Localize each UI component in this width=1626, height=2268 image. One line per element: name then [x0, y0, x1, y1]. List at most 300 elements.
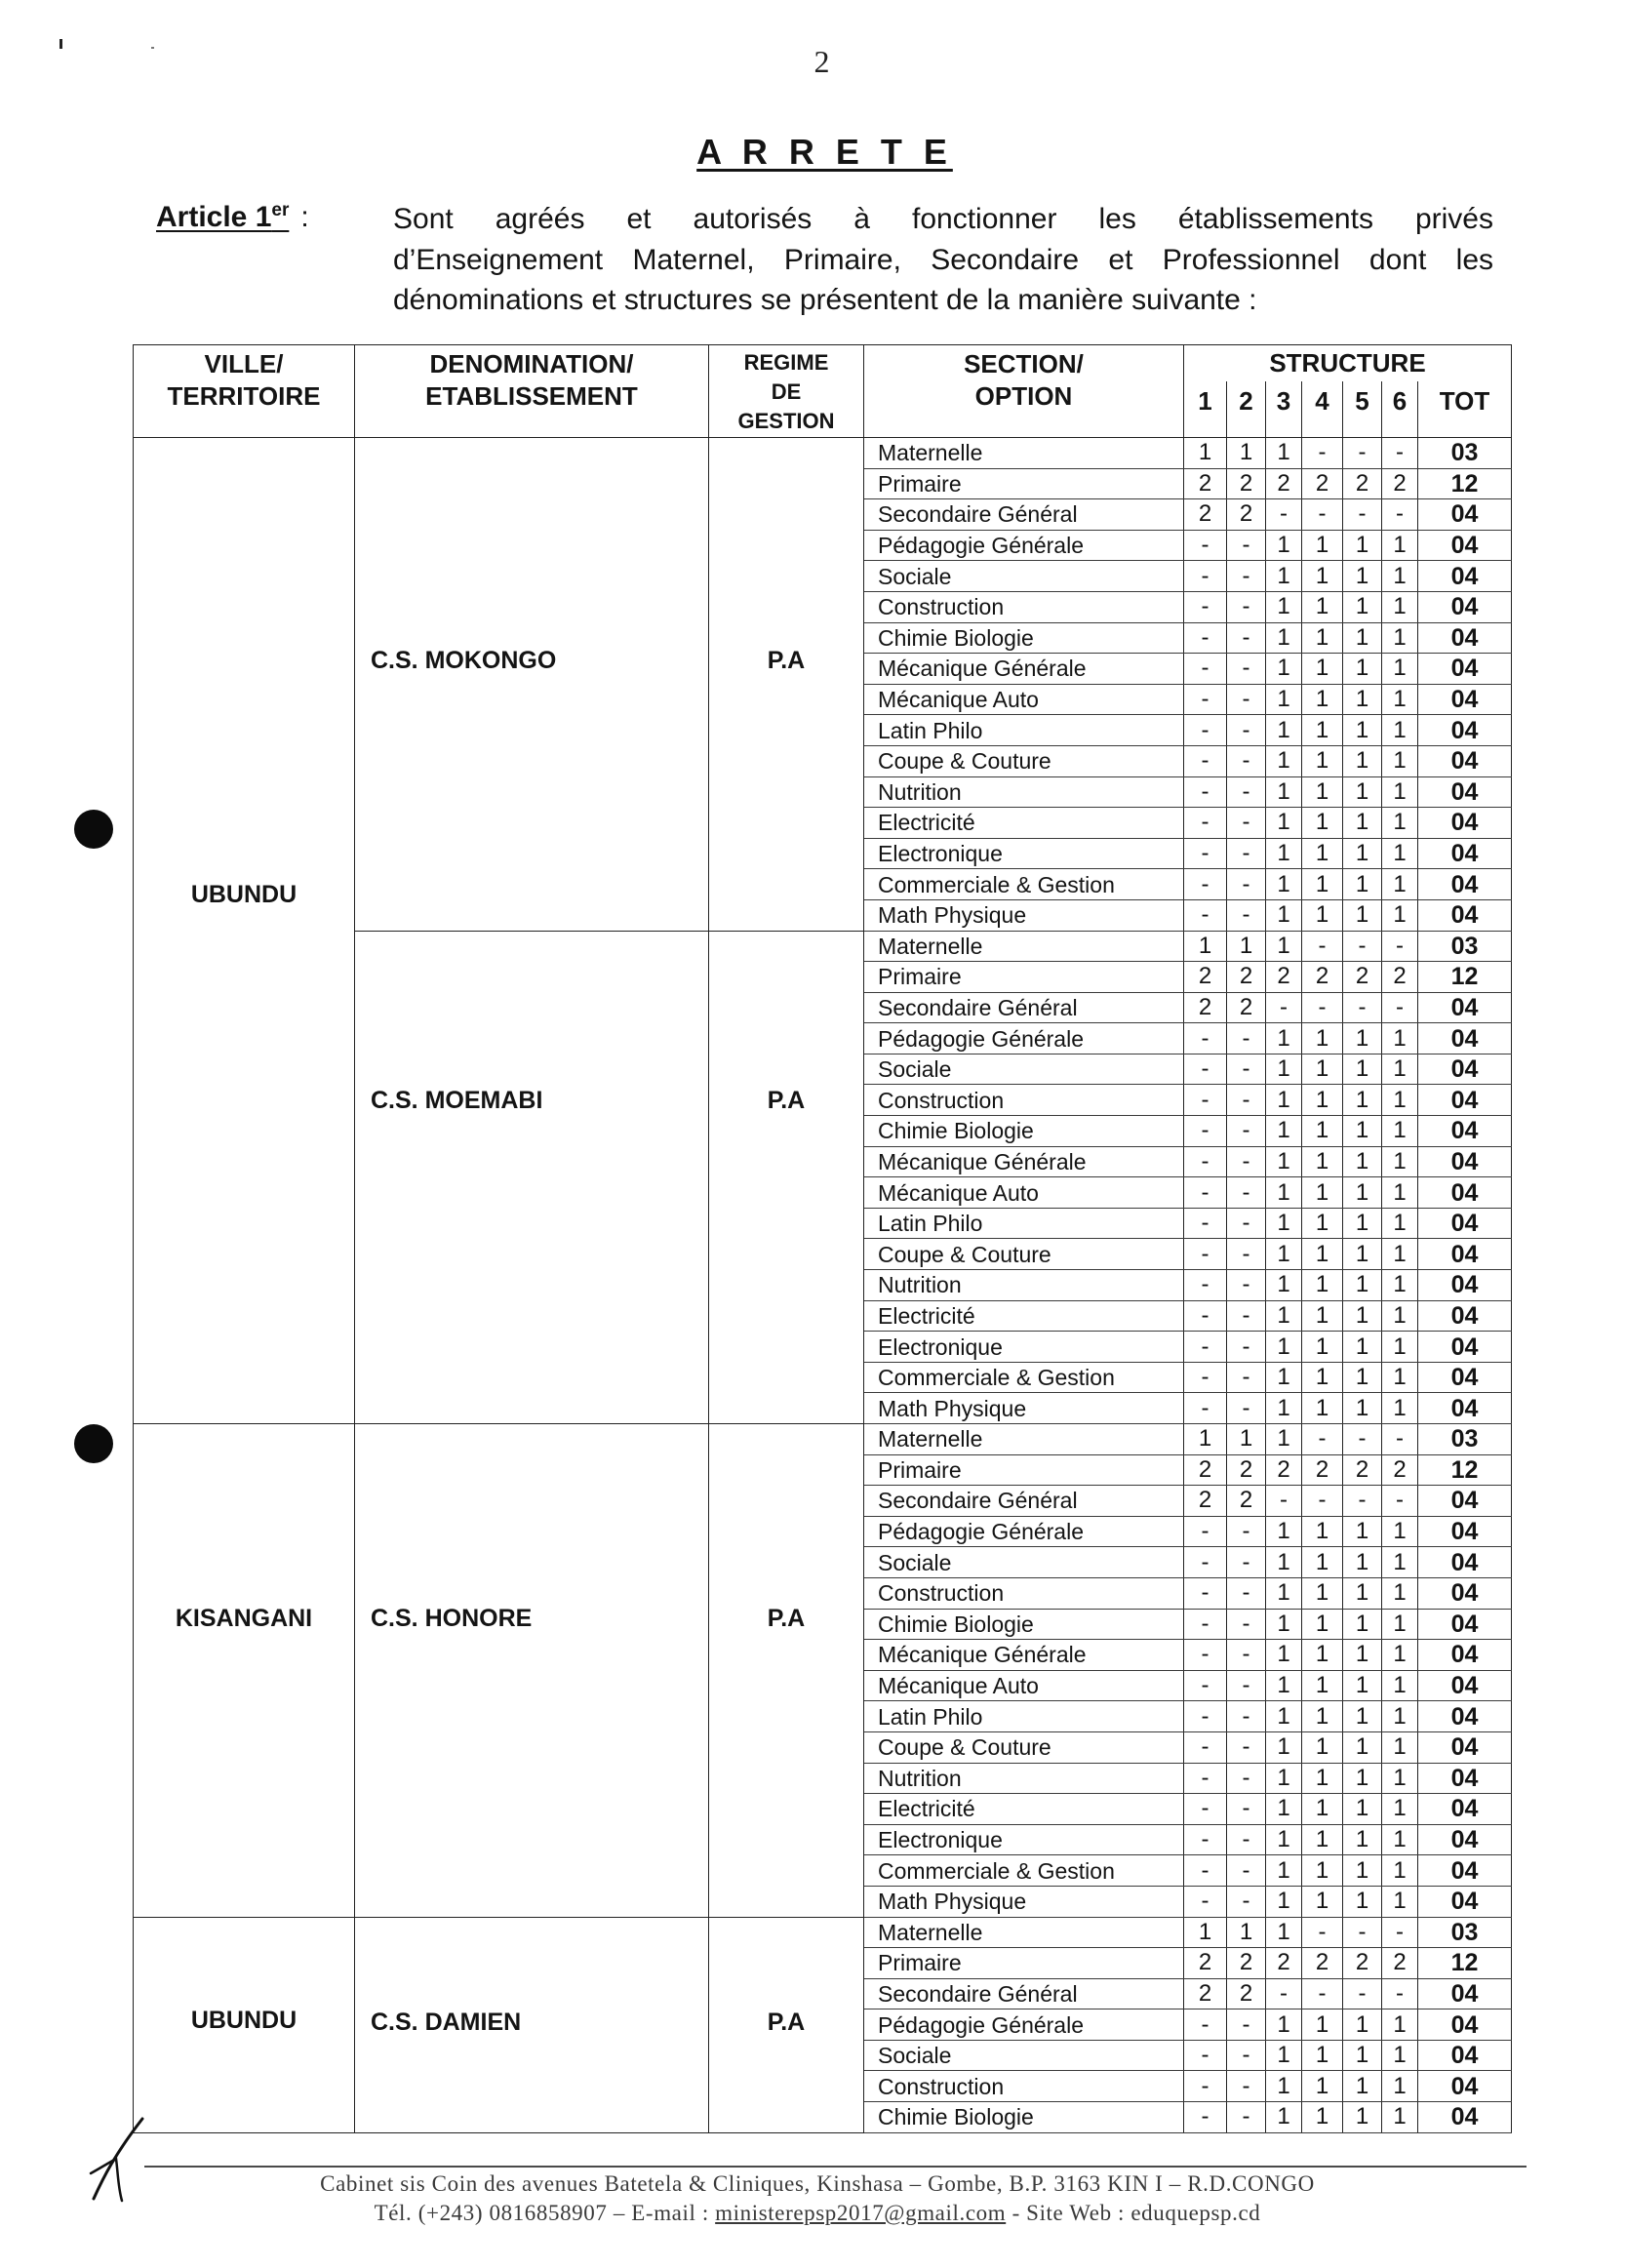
structure-value-cell: 2 — [1184, 468, 1227, 499]
structure-value-cell: 1 — [1302, 622, 1343, 654]
section-cell: Electricité — [864, 808, 1184, 839]
header-col-2: 2 — [1227, 381, 1266, 438]
structure-value-cell: 1 — [1343, 2102, 1382, 2133]
regime-cell — [709, 931, 864, 1424]
school-name: C.S. MOEMABI — [371, 1087, 543, 1115]
header-row — [134, 345, 1512, 381]
structure-value-cell: - — [1184, 745, 1227, 776]
structure-value-cell: - — [1266, 1486, 1302, 1517]
school-name: C.S. DAMIEN — [371, 2008, 522, 2036]
structure-value-cell: 1 — [1266, 1701, 1302, 1732]
structure-value-cell: 1 — [1266, 2009, 1302, 2041]
structure-value-cell: 1 — [1302, 1547, 1343, 1578]
section-cell: Math Physique — [864, 899, 1184, 931]
structure-value-cell: - — [1227, 1516, 1266, 1547]
structure-value-cell: 1 — [1266, 1824, 1302, 1855]
structure-value-cell: 1 — [1382, 715, 1418, 746]
total-cell: 04 — [1418, 1085, 1512, 1116]
structure-value-cell: 1 — [1266, 1332, 1302, 1363]
structure-value-cell: 1 — [1382, 1824, 1418, 1855]
total-cell: 04 — [1418, 838, 1512, 869]
structure-value-cell: 1 — [1184, 1424, 1227, 1455]
structure-value-cell: 1 — [1343, 776, 1382, 808]
header-regime-line: DE — [771, 379, 802, 404]
structure-value-cell: 2 — [1227, 1486, 1266, 1517]
section-cell: Mécanique Auto — [864, 1670, 1184, 1701]
table-container — [133, 344, 1512, 2133]
structure-value-cell: - — [1227, 745, 1266, 776]
structure-value-cell: 1 — [1382, 1886, 1418, 1917]
structure-value-cell: 1 — [1343, 1516, 1382, 1547]
structure-value-cell: - — [1227, 1177, 1266, 1209]
structure-value-cell: 1 — [1382, 1640, 1418, 1671]
total-cell: 04 — [1418, 715, 1512, 746]
structure-value-cell: - — [1184, 1516, 1227, 1547]
structure-value-cell: 1 — [1382, 1609, 1418, 1640]
structure-value-cell: - — [1382, 1917, 1418, 1948]
section-cell: Electricité — [864, 1794, 1184, 1825]
structure-value-cell: - — [1227, 1085, 1266, 1116]
total-cell: 04 — [1418, 1670, 1512, 1701]
structure-value-cell: 1 — [1343, 1670, 1382, 1701]
structure-value-cell: 1 — [1266, 1146, 1302, 1177]
structure-value-cell: - — [1227, 1577, 1266, 1609]
structure-value-cell: - — [1184, 2040, 1227, 2071]
structure-value-cell: 1 — [1302, 1670, 1343, 1701]
structure-value-cell: - — [1227, 899, 1266, 931]
structure-value-cell: - — [1184, 2102, 1227, 2133]
article-colon: : — [300, 201, 309, 233]
structure-value-cell: 2 — [1227, 1948, 1266, 1979]
section-cell: Maternelle — [864, 438, 1184, 469]
structure-table — [133, 344, 1512, 2133]
structure-value-cell: 1 — [1266, 1393, 1302, 1424]
header-denomination-line: ETABLISSEMENT — [425, 381, 638, 411]
structure-value-cell: 1 — [1382, 899, 1418, 931]
structure-value-cell: 1 — [1382, 1023, 1418, 1054]
article-text-line: Sont agréés et autorisés à fonctionner les établissements privés — [393, 203, 1493, 235]
section-cell: Primaire — [864, 962, 1184, 993]
section-cell: Construction — [864, 591, 1184, 622]
structure-value-cell: - — [1302, 1978, 1343, 2009]
structure-value-cell: - — [1227, 869, 1266, 900]
section-cell: Mécanique Auto — [864, 1177, 1184, 1209]
section-cell: Secondaire Général — [864, 1486, 1184, 1517]
structure-value-cell: - — [1227, 1300, 1266, 1332]
structure-value-cell: 1 — [1343, 1794, 1382, 1825]
regime-cell — [709, 438, 864, 932]
structure-value-cell: - — [1382, 438, 1418, 469]
structure-value-cell: 1 — [1382, 1393, 1418, 1424]
structure-value-cell: - — [1184, 1763, 1227, 1794]
structure-value-cell: - — [1343, 1424, 1382, 1455]
structure-value-cell: 1 — [1266, 1609, 1302, 1640]
total-cell: 03 — [1418, 1424, 1512, 1455]
structure-value-cell: 1 — [1343, 1270, 1382, 1301]
section-cell: Construction — [864, 2071, 1184, 2102]
article-text — [393, 199, 1493, 321]
structure-value-cell: 1 — [1382, 1701, 1418, 1732]
structure-value-cell: - — [1184, 808, 1227, 839]
structure-value-cell: 1 — [1302, 2102, 1343, 2133]
structure-value-cell: - — [1184, 530, 1227, 561]
structure-value-cell: 1 — [1343, 1393, 1382, 1424]
structure-value-cell: 1 — [1302, 1146, 1343, 1177]
total-cell: 04 — [1418, 1116, 1512, 1147]
section-cell: Primaire — [864, 1454, 1184, 1486]
punch-hole — [74, 1424, 113, 1463]
structure-value-cell: 1 — [1184, 438, 1227, 469]
total-cell: 04 — [1418, 2040, 1512, 2071]
structure-value-cell: - — [1184, 1824, 1227, 1855]
structure-value-cell: 1 — [1343, 1332, 1382, 1363]
structure-value-cell: 1 — [1302, 1177, 1343, 1209]
footer-email: ministerepsp2017@gmail.com — [715, 2201, 1007, 2225]
structure-value-cell: - — [1382, 931, 1418, 962]
structure-value-cell: - — [1227, 1362, 1266, 1393]
structure-value-cell: 1 — [1266, 1085, 1302, 1116]
total-cell: 04 — [1418, 1609, 1512, 1640]
structure-value-cell: 1 — [1302, 1023, 1343, 1054]
structure-value-cell: 2 — [1266, 962, 1302, 993]
section-cell: Chimie Biologie — [864, 1609, 1184, 1640]
total-cell: 04 — [1418, 499, 1512, 531]
structure-value-cell: 1 — [1382, 1794, 1418, 1825]
section-cell: Secondaire Général — [864, 1978, 1184, 2009]
structure-value-cell: 1 — [1382, 745, 1418, 776]
table-row — [134, 1917, 1512, 1948]
section-cell: Primaire — [864, 1948, 1184, 1979]
structure-value-cell: - — [1227, 684, 1266, 715]
structure-value-cell: 1 — [1343, 899, 1382, 931]
structure-value-cell: 1 — [1302, 1208, 1343, 1239]
section-cell: Sociale — [864, 1054, 1184, 1085]
regime-cell — [709, 1424, 864, 1918]
footer-website: - Site Web : eduquepsp.cd — [1006, 2201, 1261, 2225]
structure-value-cell: - — [1184, 1177, 1227, 1209]
structure-value-cell: - — [1227, 654, 1266, 685]
structure-value-cell: - — [1227, 1116, 1266, 1147]
structure-value-cell: 1 — [1266, 438, 1302, 469]
regime-value: P.A — [767, 2008, 806, 2036]
structure-value-cell: 1 — [1302, 1886, 1343, 1917]
structure-value-cell: 2 — [1184, 1978, 1227, 2009]
structure-value-cell: 1 — [1302, 808, 1343, 839]
structure-value-cell: 1 — [1382, 1855, 1418, 1887]
structure-value-cell: - — [1184, 1670, 1227, 1701]
structure-value-cell: 1 — [1382, 591, 1418, 622]
section-cell: Sociale — [864, 561, 1184, 592]
structure-value-cell: 1 — [1302, 1824, 1343, 1855]
structure-value-cell: - — [1184, 1239, 1227, 1270]
structure-value-cell: 1 — [1382, 2071, 1418, 2102]
header-col-1: 1 — [1184, 381, 1227, 438]
total-cell: 04 — [1418, 1362, 1512, 1393]
structure-value-cell: 1 — [1302, 530, 1343, 561]
total-cell: 03 — [1418, 1917, 1512, 1948]
structure-value-cell: 1 — [1382, 1239, 1418, 1270]
section-cell: Pédagogie Générale — [864, 2009, 1184, 2041]
structure-value-cell: 1 — [1227, 438, 1266, 469]
structure-value-cell: 2 — [1382, 962, 1418, 993]
structure-value-cell: 1 — [1266, 1116, 1302, 1147]
structure-value-cell: 1 — [1302, 1794, 1343, 1825]
structure-value-cell: 1 — [1343, 1577, 1382, 1609]
structure-value-cell: 1 — [1343, 654, 1382, 685]
header-denomination-line: DENOMINATION/ — [429, 349, 634, 378]
structure-value-cell: 1 — [1184, 931, 1227, 962]
structure-value-cell: 1 — [1302, 1763, 1343, 1794]
structure-value-cell: - — [1227, 715, 1266, 746]
total-cell: 04 — [1418, 1978, 1512, 2009]
section-cell: Commerciale & Gestion — [864, 1362, 1184, 1393]
structure-value-cell: 1 — [1266, 1424, 1302, 1455]
header-regime-line: REGIME — [743, 350, 829, 375]
structure-value-cell: 1 — [1343, 869, 1382, 900]
structure-value-cell: - — [1302, 931, 1343, 962]
structure-value-cell: 1 — [1266, 1054, 1302, 1085]
structure-value-cell: - — [1184, 1116, 1227, 1147]
structure-value-cell: - — [1184, 1332, 1227, 1363]
structure-value-cell: 1 — [1302, 869, 1343, 900]
structure-value-cell: 1 — [1302, 899, 1343, 931]
header-col-3: 3 — [1266, 381, 1302, 438]
footer-contact — [146, 2200, 1488, 2227]
total-cell: 04 — [1418, 1023, 1512, 1054]
structure-value-cell: 1 — [1382, 1670, 1418, 1701]
section-cell: Pédagogie Générale — [864, 1023, 1184, 1054]
table-body — [134, 438, 1512, 2133]
structure-value-cell: - — [1343, 931, 1382, 962]
structure-value-cell: 1 — [1266, 684, 1302, 715]
structure-value-cell: 1 — [1266, 869, 1302, 900]
structure-value-cell: 2 — [1343, 962, 1382, 993]
total-cell: 04 — [1418, 1393, 1512, 1424]
structure-value-cell: 1 — [1382, 1085, 1418, 1116]
total-cell: 04 — [1418, 1054, 1512, 1085]
structure-value-cell: 2 — [1227, 1454, 1266, 1486]
structure-value-cell: 1 — [1302, 1640, 1343, 1671]
regime-value: P.A — [767, 1605, 806, 1633]
total-cell: 04 — [1418, 1855, 1512, 1887]
section-cell: Maternelle — [864, 1917, 1184, 1948]
header-section-line: SECTION/ — [964, 349, 1084, 378]
structure-value-cell: 1 — [1266, 715, 1302, 746]
structure-value-cell: 1 — [1343, 745, 1382, 776]
arrete-title-text: A R R E T E — [696, 132, 953, 172]
header-section-line: OPTION — [974, 381, 1073, 411]
structure-value-cell: 2 — [1184, 962, 1227, 993]
article-text-line: d’Enseignement Maternel, Primaire, Secondaire et Professionnel dont les — [393, 243, 1493, 276]
structure-value-cell: 1 — [1266, 2102, 1302, 2133]
structure-value-cell: 1 — [1266, 1208, 1302, 1239]
structure-value-cell: 1 — [1302, 591, 1343, 622]
structure-value-cell: - — [1227, 808, 1266, 839]
structure-value-cell: - — [1184, 1362, 1227, 1393]
structure-value-cell: - — [1343, 1978, 1382, 2009]
footer-address: Cabinet sis Coin des avenues Batetela & Cliniques, Kinshasa – Gombe, B.P. 3163 KIN I – R.D.CONGO — [320, 2171, 1315, 2196]
structure-value-cell: - — [1227, 1208, 1266, 1239]
structure-value-cell: 1 — [1343, 1731, 1382, 1763]
structure-value-cell: 1 — [1343, 1146, 1382, 1177]
structure-value-cell: 1 — [1302, 1085, 1343, 1116]
structure-value-cell: 1 — [1266, 1577, 1302, 1609]
structure-value-cell: 2 — [1227, 1978, 1266, 2009]
school-name: C.S. HONORE — [371, 1605, 533, 1633]
school-name: C.S. MOKONGO — [371, 646, 557, 674]
structure-value-cell: 1 — [1382, 808, 1418, 839]
section-cell: Mécanique Générale — [864, 1146, 1184, 1177]
structure-value-cell: 1 — [1343, 2071, 1382, 2102]
section-cell: Latin Philo — [864, 1701, 1184, 1732]
structure-value-cell: - — [1227, 1393, 1266, 1424]
structure-value-cell: 1 — [1382, 530, 1418, 561]
structure-value-cell: 2 — [1302, 1948, 1343, 1979]
total-cell: 12 — [1418, 1948, 1512, 1979]
structure-value-cell: 1 — [1266, 1177, 1302, 1209]
structure-value-cell: - — [1227, 1332, 1266, 1363]
section-cell: Maternelle — [864, 1424, 1184, 1455]
structure-value-cell: 1 — [1266, 1547, 1302, 1578]
table-header — [134, 345, 1512, 438]
total-cell: 04 — [1418, 1177, 1512, 1209]
structure-value-cell: 2 — [1227, 499, 1266, 531]
structure-value-cell: 1 — [1382, 838, 1418, 869]
structure-value-cell: 2 — [1266, 468, 1302, 499]
total-cell: 04 — [1418, 1640, 1512, 1671]
structure-value-cell: 1 — [1266, 561, 1302, 592]
structure-value-cell: - — [1227, 591, 1266, 622]
structure-value-cell: 1 — [1266, 776, 1302, 808]
structure-value-cell: - — [1382, 992, 1418, 1023]
section-cell: Electronique — [864, 1824, 1184, 1855]
ville-name: KISANGANI — [175, 1605, 313, 1633]
total-cell: 04 — [1418, 591, 1512, 622]
structure-value-cell: - — [1184, 1393, 1227, 1424]
structure-value-cell: 1 — [1184, 1917, 1227, 1948]
structure-value-cell: 1 — [1343, 1208, 1382, 1239]
structure-value-cell: 1 — [1266, 1023, 1302, 1054]
section-cell: Electronique — [864, 838, 1184, 869]
structure-value-cell: 1 — [1266, 622, 1302, 654]
structure-value-cell: 1 — [1266, 1516, 1302, 1547]
structure-value-cell: 1 — [1266, 1362, 1302, 1393]
structure-value-cell: - — [1227, 1855, 1266, 1887]
structure-value-cell: 1 — [1382, 654, 1418, 685]
total-cell: 04 — [1418, 1208, 1512, 1239]
structure-value-cell: - — [1184, 561, 1227, 592]
structure-value-cell: 1 — [1302, 1577, 1343, 1609]
structure-value-cell: 1 — [1382, 684, 1418, 715]
structure-value-cell: 1 — [1343, 2040, 1382, 2071]
header-tot: TOT — [1418, 381, 1512, 438]
total-cell: 04 — [1418, 1794, 1512, 1825]
section-cell: Electricité — [864, 1300, 1184, 1332]
structure-value-cell: 2 — [1343, 1454, 1382, 1486]
structure-value-cell: 1 — [1302, 1609, 1343, 1640]
structure-value-cell: 1 — [1266, 2071, 1302, 2102]
structure-value-cell: 1 — [1343, 561, 1382, 592]
total-cell: 04 — [1418, 1886, 1512, 1917]
structure-value-cell: 2 — [1343, 1948, 1382, 1979]
section-cell: Pédagogie Générale — [864, 530, 1184, 561]
structure-value-cell: 1 — [1302, 715, 1343, 746]
header-ville-line: VILLE/ — [204, 349, 284, 378]
structure-value-cell: 1 — [1343, 1763, 1382, 1794]
total-cell: 04 — [1418, 745, 1512, 776]
structure-value-cell: 1 — [1266, 1794, 1302, 1825]
structure-value-cell: - — [1184, 1547, 1227, 1578]
total-cell: 04 — [1418, 2009, 1512, 2041]
structure-value-cell: 1 — [1266, 654, 1302, 685]
structure-value-cell: 1 — [1382, 1577, 1418, 1609]
structure-value-cell: 2 — [1184, 1486, 1227, 1517]
structure-value-cell: - — [1302, 1917, 1343, 1948]
structure-value-cell: 1 — [1382, 1362, 1418, 1393]
structure-value-cell: - — [1184, 2071, 1227, 2102]
structure-value-cell: 1 — [1266, 1300, 1302, 1332]
total-cell: 04 — [1418, 1824, 1512, 1855]
total-cell: 04 — [1418, 1516, 1512, 1547]
structure-value-cell: 2 — [1382, 1948, 1418, 1979]
structure-value-cell: 2 — [1382, 468, 1418, 499]
structure-value-cell: - — [1227, 1547, 1266, 1578]
structure-value-cell: 2 — [1227, 962, 1266, 993]
section-cell: Mécanique Auto — [864, 684, 1184, 715]
structure-value-cell: 1 — [1227, 1424, 1266, 1455]
structure-value-cell: 1 — [1266, 2040, 1302, 2071]
structure-value-cell: 1 — [1266, 1917, 1302, 1948]
structure-value-cell: 1 — [1343, 808, 1382, 839]
structure-value-cell: 1 — [1343, 1177, 1382, 1209]
section-cell: Mécanique Générale — [864, 1640, 1184, 1671]
header-denomination — [355, 345, 709, 438]
structure-value-cell: - — [1184, 684, 1227, 715]
structure-value-cell: 1 — [1343, 1886, 1382, 1917]
structure-value-cell: 1 — [1382, 2102, 1418, 2133]
structure-value-cell: 1 — [1382, 776, 1418, 808]
structure-value-cell: 1 — [1266, 1670, 1302, 1701]
structure-value-cell: 1 — [1343, 1116, 1382, 1147]
section-cell: Coupe & Couture — [864, 1731, 1184, 1763]
structure-value-cell: - — [1184, 1731, 1227, 1763]
total-cell: 04 — [1418, 992, 1512, 1023]
total-cell: 04 — [1418, 1547, 1512, 1578]
structure-value-cell: 1 — [1382, 1270, 1418, 1301]
structure-value-cell: - — [1184, 1146, 1227, 1177]
structure-value-cell: 1 — [1302, 1362, 1343, 1393]
denomination-cell — [355, 1424, 709, 1918]
structure-value-cell: 1 — [1302, 1855, 1343, 1887]
structure-value-cell: 1 — [1382, 1516, 1418, 1547]
structure-value-cell: - — [1227, 1824, 1266, 1855]
structure-value-cell: 1 — [1382, 1763, 1418, 1794]
footer-divider — [144, 2166, 1527, 2168]
structure-value-cell: 1 — [1343, 1362, 1382, 1393]
structure-value-cell: 1 — [1227, 931, 1266, 962]
structure-value-cell: - — [1302, 1486, 1343, 1517]
section-cell: Chimie Biologie — [864, 2102, 1184, 2133]
header-ville-line: TERRITOIRE — [167, 381, 321, 411]
section-cell: Mécanique Générale — [864, 654, 1184, 685]
structure-value-cell: 1 — [1302, 561, 1343, 592]
structure-value-cell: - — [1184, 869, 1227, 900]
structure-value-cell: 1 — [1382, 1054, 1418, 1085]
structure-value-cell: - — [1184, 1701, 1227, 1732]
section-cell: Math Physique — [864, 1393, 1184, 1424]
structure-value-cell: 1 — [1266, 1270, 1302, 1301]
structure-value-cell: 1 — [1266, 808, 1302, 839]
